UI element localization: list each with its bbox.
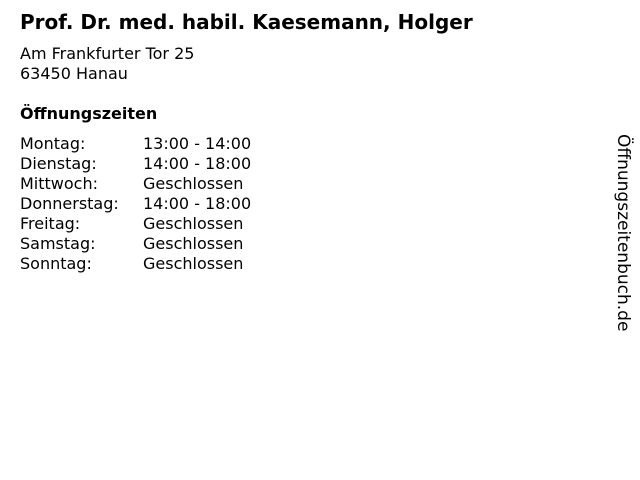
day-label: Dienstag:: [20, 154, 97, 173]
address-city: 63450 Hanau: [20, 64, 128, 83]
hours-row-thursday: [20, 194, 251, 214]
opening-hours-table: [20, 134, 251, 274]
hours-row-friday: [20, 214, 251, 234]
day-label: Freitag:: [20, 214, 81, 233]
hours-row-wednesday: [20, 174, 251, 194]
day-label: Montag:: [20, 134, 86, 153]
time-value: Geschlossen: [143, 174, 244, 193]
time-value: 13:00 - 14:00: [143, 134, 252, 153]
time-value: Geschlossen: [143, 234, 244, 253]
hours-row-sunday: [20, 254, 251, 274]
address-street: Am Frankfurter Tor 25: [20, 44, 195, 63]
address-block: [20, 44, 194, 84]
day-label: Donnerstag:: [20, 194, 119, 213]
time-value: Geschlossen: [143, 254, 244, 273]
day-label: Mittwoch:: [20, 174, 98, 193]
hours-row-tuesday: [20, 154, 251, 174]
time-value: 14:00 - 18:00: [143, 194, 252, 213]
day-label: Sonntag:: [20, 254, 92, 273]
site-watermark: Öffnungszeitenbuch.de: [613, 134, 633, 332]
time-value: Geschlossen: [143, 214, 244, 233]
hours-row-saturday: [20, 234, 251, 254]
opening-hours-heading: Öffnungszeiten: [20, 104, 158, 123]
business-name: Prof. Dr. med. habil. Kaesemann, Holger: [20, 10, 473, 34]
time-value: 14:00 - 18:00: [143, 154, 252, 173]
day-label: Samstag:: [20, 234, 96, 253]
hours-row-monday: [20, 134, 251, 154]
